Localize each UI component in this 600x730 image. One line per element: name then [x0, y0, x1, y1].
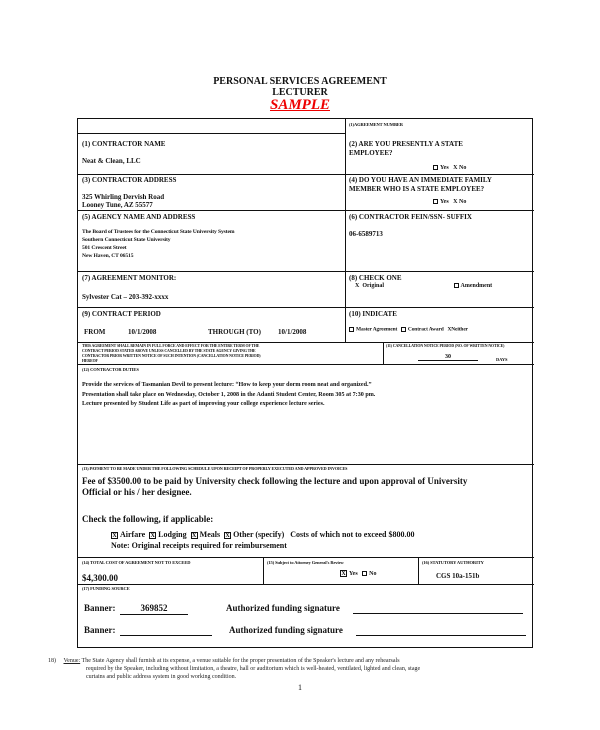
contract-from-label: FROM [84, 328, 106, 336]
page-number: 1 [298, 683, 302, 692]
agency-label: (5) AGENCY NAME AND ADDRESS [82, 213, 196, 221]
duties-line3: Lecture presented by Student Life as part of improving your college experience lecture series. [82, 401, 325, 407]
check-one-options [355, 283, 492, 289]
total-cost-label: (14) TOTAL COST OF AGREEMENT NOT TO EXCEED [82, 560, 191, 565]
family-member-yes-checkbox[interactable] [433, 199, 438, 204]
contract-period-label: (9) CONTRACT PERIOD [82, 310, 161, 318]
subject-to-review-label: (15) Subject to Attorney General's Review [267, 560, 344, 565]
terms-line4: HEREOF [82, 359, 98, 363]
lodging-checkbox[interactable]: X [150, 532, 155, 539]
total-cost-value: $4,300.00 [82, 573, 118, 583]
contract-from-value: 10/1/2008 [128, 328, 157, 336]
payment-check-label: Check the following, if applicable: [82, 514, 214, 524]
subject-to-review-options: X Yes No [341, 570, 377, 577]
state-employee-label-2: EMPLOYEE? [349, 149, 393, 157]
family-member-no-mark[interactable]: X [453, 199, 458, 205]
expense-options: X Airfare X Lodging X Meals X Other (specify) Costs of which not to exceed $800.00 [112, 530, 415, 539]
agency-line1: The Board of Trustees for the Connecticut State University System [82, 229, 235, 235]
contractor-address-line1: 325 Whirling Dervish Road [82, 193, 165, 201]
state-employee-label: (2) ARE YOU PRESENTLY A STATE [349, 140, 463, 148]
auth-signature-line-2[interactable] [356, 635, 526, 636]
amendment-option: Amendment [460, 283, 493, 289]
indicate-options: Master Agreement Contract Award XNeither [349, 327, 468, 333]
state-employee-options: Yes X No [433, 165, 466, 171]
venue-footnote: 18) Venue: The State Agency shall furnish at its expense, a venue suitable for the proper presentation of the Speaker's lecture and any rehearsals required by the Speaker, including without limitation, a theatre, hall or auditorium which is well-heated, ventilated, lighted and clean, stage curtains and public address system in good working condition. [48, 658, 421, 680]
original-mark[interactable]: X [355, 283, 360, 289]
check-one-label: (8) CHECK ONE [349, 274, 402, 282]
family-member-options: Yes X No [433, 199, 466, 205]
funding-source-label: (17) FUNDING SOURCE [82, 586, 130, 591]
payment-line1: Fee of $3500.00 to be paid by University check following the lecture and upon approval of University [82, 476, 468, 486]
banner-label-1: Banner: [84, 603, 116, 613]
contractor-address-line2: Looney Tune, AZ 55577 [82, 201, 153, 209]
auth-signature-label-2: Authorized funding signature [229, 625, 343, 635]
fein-value: 06-6589713 [349, 230, 383, 238]
original-option: Original [362, 283, 385, 289]
airfare-checkbox[interactable]: X [112, 532, 117, 539]
contract-award-checkbox[interactable] [401, 327, 406, 332]
banner-label-2: Banner: [84, 625, 116, 635]
agency-line3: 501 Crescent Street [82, 245, 127, 251]
contractor-name-label: (1) CONTRACTOR NAME [82, 140, 166, 148]
duties-line2: Presentation shall take place on Wednesday, October 1, 2008 in the Adanti Student Center, Room 305 at 7:30 pm. [82, 392, 376, 398]
master-agreement-checkbox[interactable] [349, 327, 354, 332]
statutory-authority-value: CGS 10a-151b [436, 572, 480, 580]
contractor-name-value: Neat & Clean, LLC [82, 157, 141, 165]
fein-label: (6) CONTRACTOR FEIN/SSN- SUFFIX [349, 213, 472, 221]
cancellation-notice-days: DAYS [496, 357, 508, 362]
duties-line1: Provide the services of Tasmanian Devil to present lecture: “How to keep your dorm room neat and organized.” [82, 382, 372, 388]
payment-line2: Official or his / her designee. [82, 487, 192, 497]
document-subtitle: LECTURER [272, 87, 328, 98]
amendment-checkbox[interactable] [454, 283, 459, 288]
state-employee-yes-checkbox[interactable] [433, 165, 438, 170]
agency-line4: New Haven, CT 06515 [82, 253, 134, 259]
auth-signature-label-1: Authorized funding signature [226, 603, 340, 613]
sample-label: SAMPLE [269, 97, 330, 113]
auth-signature-line-1[interactable] [353, 613, 523, 614]
contract-through-label: THROUGH (TO) [208, 328, 261, 336]
family-member-label: (4) DO YOU HAVE AN IMMEDIATE FAMILY [349, 176, 492, 184]
state-employee-no-mark[interactable]: X [453, 165, 458, 171]
agreement-number-label: (1)AGREEMENT NUMBER [349, 122, 403, 127]
document-title: PERSONAL SERVICES AGREEMENT [213, 76, 387, 87]
terms-line3: CONTRACTOR PRIOR WRITTEN NOTICE OF SUCH INTENTION (CANCELLATION NOTICE PERIOD) [82, 354, 261, 358]
statutory-authority-label: (16) STATUTORY AUTHORITY [422, 560, 484, 565]
banner-input-2[interactable] [120, 635, 212, 636]
agreement-monitor-label: (7) AGREEMENT MONITOR: [82, 274, 177, 282]
duties-label: (12) CONTRACTOR DUTIES [82, 367, 139, 372]
payment-note: Note: Original receipts required for reimbursement [111, 541, 287, 550]
agency-line2: Southern Connecticut State University [82, 237, 171, 243]
terms-line2: CONTRACT PERIOD STATED ABOVE UNLESS CANCELLED BY THE STATE AGENCY GIVING THE [82, 349, 256, 353]
meals-checkbox[interactable]: X [191, 532, 197, 539]
neither-mark[interactable]: X [447, 326, 452, 333]
family-member-label-2: MEMBER WHO IS A STATE EMPLOYEE? [349, 185, 485, 193]
agreement-monitor-value: Sylvester Cat – 203-392-xxxx [82, 293, 169, 301]
terms-line1: THIS AGREEMENT SHALL REMAIN IN FULL FORCE AND EFFECT FOR THE ENTIRE TERM OF THE [82, 344, 260, 348]
agreement-form [77, 118, 533, 648]
cancellation-notice-label: (11) CANCELLATION NOTICE PERIOD (NO. OF WRITTEN NOTICE) [386, 344, 505, 348]
other-checkbox[interactable]: X [225, 532, 230, 539]
indicate-label: (10) INDICATE [349, 310, 397, 318]
banner-input-1[interactable]: 369852 [120, 603, 188, 615]
contract-through-value: 10/1/2008 [278, 328, 307, 336]
contractor-address-label: (3) CONTRACTOR ADDRESS [82, 176, 177, 184]
cancellation-notice-value: 30 [418, 354, 478, 361]
review-yes-checkbox[interactable]: X [341, 571, 346, 577]
review-no-checkbox[interactable] [362, 571, 367, 576]
payment-label: (13) PAYMENT TO BE MADE UNDER THE FOLLOWING SCHEDULE UPON RECEIPT OF PROPERLY EXECUTED AND APPROVED INVOICES [82, 466, 348, 471]
